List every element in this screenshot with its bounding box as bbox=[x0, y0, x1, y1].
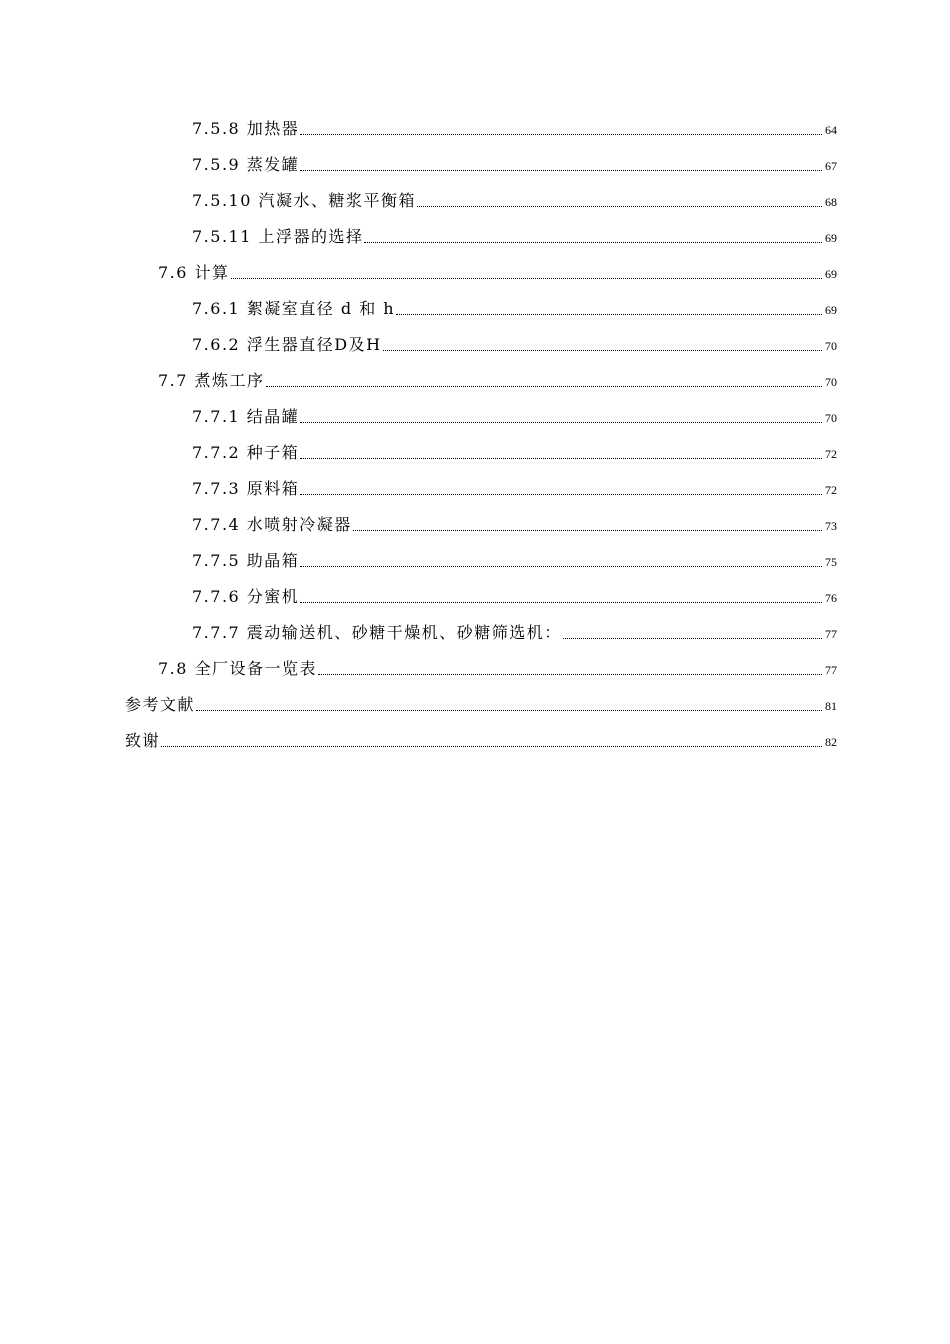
toc-entry-title: 7.7 煮炼工序 bbox=[158, 371, 265, 390]
toc-entry[interactable] bbox=[0, 652, 950, 688]
toc-entry-page: 68 bbox=[825, 195, 837, 209]
toc-entry-title: 7.7.6 分蜜机 bbox=[192, 587, 300, 606]
toc-dot-leader bbox=[383, 350, 822, 351]
toc-entry[interactable] bbox=[0, 544, 950, 580]
toc-entry-page: 69 bbox=[825, 267, 837, 281]
toc-entry[interactable] bbox=[0, 688, 950, 724]
toc-entry[interactable] bbox=[0, 724, 950, 760]
toc-entry-page: 73 bbox=[825, 519, 837, 533]
toc-entry[interactable] bbox=[0, 364, 950, 400]
toc-entry[interactable] bbox=[0, 328, 950, 364]
toc-dot-leader bbox=[300, 566, 822, 567]
toc-entry-title: 7.5.11 上浮器的选择 bbox=[192, 227, 364, 246]
toc-entry[interactable] bbox=[0, 580, 950, 616]
toc-dot-leader bbox=[196, 710, 822, 711]
toc-entry-title: 7.7.5 助晶箱 bbox=[192, 551, 300, 570]
toc-entry-title: 7.7.7 震动输送机、砂糖干燥机、砂糖筛选机： bbox=[192, 623, 562, 642]
toc-entry-page: 81 bbox=[825, 699, 837, 713]
toc-entry-page: 82 bbox=[825, 735, 837, 749]
toc-dot-leader bbox=[300, 458, 822, 459]
toc-entry[interactable] bbox=[0, 220, 950, 256]
toc-entry-page: 72 bbox=[825, 447, 837, 461]
toc-dot-leader bbox=[563, 638, 822, 639]
toc-entry-page: 70 bbox=[825, 339, 837, 353]
toc-entry[interactable] bbox=[0, 292, 950, 328]
toc-dot-leader bbox=[300, 170, 822, 171]
toc-dot-leader bbox=[364, 242, 822, 243]
toc-dot-leader bbox=[300, 422, 822, 423]
toc-entry-title: 参考文献 bbox=[125, 695, 196, 714]
toc-entry-page: 77 bbox=[825, 627, 837, 641]
toc-entry-page: 69 bbox=[825, 303, 837, 317]
toc-entry-title: 7.7.2 种子箱 bbox=[192, 443, 300, 462]
toc-dot-leader bbox=[300, 494, 822, 495]
toc-entry[interactable] bbox=[0, 616, 950, 652]
toc-entry-title: 7.5.10 汽凝水、糖浆平衡箱 bbox=[192, 191, 416, 210]
toc-entry[interactable] bbox=[0, 148, 950, 184]
toc-entry-page: 67 bbox=[825, 159, 837, 173]
toc-entry-page: 69 bbox=[825, 231, 837, 245]
toc-dot-leader bbox=[396, 314, 822, 315]
toc-dot-leader bbox=[300, 602, 822, 603]
toc-entry[interactable] bbox=[0, 436, 950, 472]
toc-entry-page: 77 bbox=[825, 663, 837, 677]
toc-dot-leader bbox=[231, 278, 822, 279]
toc-entry[interactable] bbox=[0, 508, 950, 544]
table-of-contents bbox=[0, 112, 950, 760]
toc-entry-title: 7.6 计算 bbox=[158, 263, 230, 282]
toc-entry-page: 70 bbox=[825, 375, 837, 389]
toc-entry-page: 64 bbox=[825, 123, 837, 137]
toc-entry-title: 7.7.3 原料箱 bbox=[192, 479, 300, 498]
toc-dot-leader bbox=[318, 674, 822, 675]
toc-entry-title: 7.7.1 结晶罐 bbox=[192, 407, 300, 426]
toc-dot-leader bbox=[353, 530, 822, 531]
toc-entry[interactable] bbox=[0, 184, 950, 220]
toc-entry-title: 7.7.4 水喷射冷凝器 bbox=[192, 515, 352, 534]
toc-dot-leader bbox=[417, 206, 822, 207]
toc-entry-page: 76 bbox=[825, 591, 837, 605]
toc-entry[interactable] bbox=[0, 112, 950, 148]
toc-entry-page: 75 bbox=[825, 555, 837, 569]
toc-entry-page: 70 bbox=[825, 411, 837, 425]
toc-entry-title: 7.8 全厂设备一览表 bbox=[158, 659, 318, 678]
toc-entry-title: 7.5.8 加热器 bbox=[192, 119, 300, 138]
toc-dot-leader bbox=[161, 746, 822, 747]
toc-entry-title: 7.6.1 絮凝室直径 d 和 h bbox=[192, 299, 396, 318]
toc-entry[interactable] bbox=[0, 400, 950, 436]
toc-dot-leader bbox=[300, 134, 822, 135]
toc-entry[interactable] bbox=[0, 472, 950, 508]
toc-entry-page: 72 bbox=[825, 483, 837, 497]
toc-entry[interactable] bbox=[0, 256, 950, 292]
toc-entry-title: 7.6.2 浮生器直径D及H bbox=[192, 335, 382, 354]
toc-entry-title: 7.5.9 蒸发罐 bbox=[192, 155, 300, 174]
toc-entry-title: 致谢 bbox=[125, 731, 161, 750]
toc-dot-leader bbox=[266, 386, 822, 387]
